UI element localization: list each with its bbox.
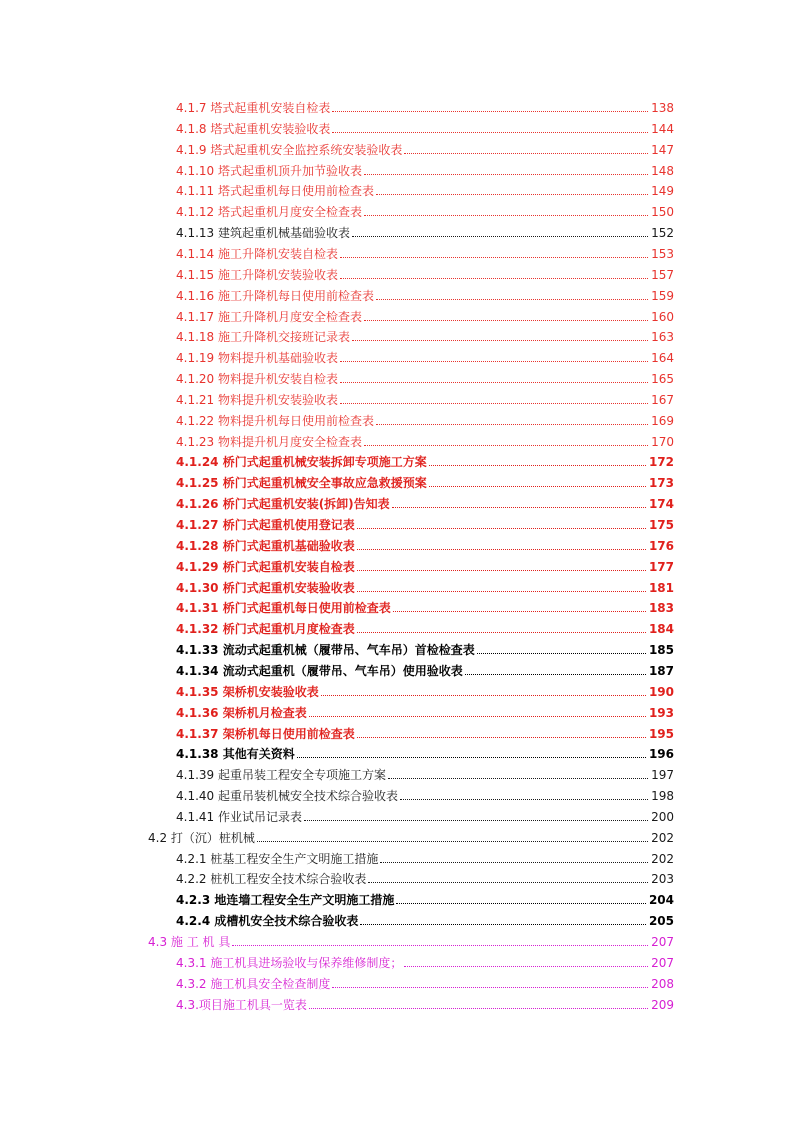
toc-entry[interactable] — [176, 367, 674, 387]
toc-entry-title: 4.1.24 桥门式起重机械安装拆卸专项施工方案 — [176, 455, 427, 470]
toc-entry-title: 4.1.19 物料提升机基础验收表 — [176, 351, 338, 366]
toc-leader-dots — [404, 965, 648, 967]
toc-leader-dots — [376, 193, 648, 195]
toc-entry[interactable] — [176, 200, 674, 220]
toc-entry-page-number: 200 — [651, 809, 674, 824]
toc-leader-dots — [332, 110, 648, 112]
toc-entry-page-number: 197 — [651, 768, 674, 783]
toc-entry[interactable] — [176, 179, 674, 199]
toc-leader-dots — [340, 256, 648, 258]
toc-leader-dots — [321, 694, 646, 696]
toc-entry-page-number: 205 — [648, 914, 674, 929]
toc-entry-title: 4.1.39 起重吊装工程安全专项施工方案 — [176, 768, 386, 783]
toc-entry[interactable] — [176, 325, 674, 345]
toc-entry-title: 4.3.项目施工机具一览表 — [176, 997, 307, 1012]
toc-entry[interactable] — [176, 263, 674, 283]
toc-entry-page-number: 195 — [648, 726, 674, 741]
toc-entry-page-number: 144 — [651, 121, 674, 136]
toc-entry[interactable] — [176, 763, 674, 783]
toc-entry-title: 4.1.31 桥门式起重机每日使用前检查表 — [176, 601, 391, 616]
toc-entry-title: 4.2.1 桩基工程安全生产文明施工措施 — [176, 851, 379, 866]
toc-entry[interactable] — [176, 430, 674, 450]
toc-entry-page-number: 209 — [651, 997, 674, 1012]
toc-entry[interactable] — [176, 701, 674, 721]
toc-entry[interactable] — [176, 784, 674, 804]
toc-leader-dots — [352, 235, 648, 237]
toc-leader-dots — [368, 881, 648, 883]
toc-leader-dots — [304, 819, 648, 821]
toc-entry[interactable] — [176, 805, 674, 825]
toc-entry-title: 4.2.3 地连墙工程安全生产文明施工措施 — [176, 893, 395, 908]
toc-leader-dots — [360, 923, 646, 925]
toc-entry-page-number: 196 — [648, 747, 674, 762]
toc-entry[interactable] — [176, 972, 674, 992]
toc-leader-dots — [357, 527, 646, 529]
toc-entry-page-number: 172 — [648, 455, 674, 470]
toc-leader-dots — [400, 798, 648, 800]
toc-entry-title: 4.1.30 桥门式起重机安装验收表 — [176, 580, 355, 595]
toc-leader-dots — [429, 485, 646, 487]
toc-entry-title: 4.1.7 塔式起重机安装自检表 — [176, 101, 331, 115]
toc-entry-page-number: 204 — [648, 893, 674, 908]
toc-entry-page-number: 184 — [648, 622, 674, 637]
toc-leader-dots — [404, 152, 648, 154]
toc-entry[interactable] — [176, 951, 674, 971]
toc-entry-title: 4.3 施 工 机 具 — [148, 935, 231, 949]
toc-leader-dots — [376, 423, 648, 425]
toc-entry[interactable] — [176, 305, 674, 325]
toc-entry-title: 4.1.8 塔式起重机安装验收表 — [176, 121, 331, 136]
toc-entry[interactable] — [148, 930, 674, 950]
toc-entry-page-number: 147 — [651, 142, 674, 157]
toc-entry-title: 4.1.34 流动式起重机（履带吊、气车吊）使用验收表 — [176, 663, 463, 678]
toc-entry-page-number: 203 — [651, 872, 674, 887]
toc-entry-title: 4.1.13 建筑起重机械基础验收表 — [176, 226, 350, 241]
toc-entry[interactable] — [176, 742, 674, 762]
toc-entry-page-number: 163 — [651, 330, 674, 345]
toc-entry-page-number: 177 — [648, 559, 674, 574]
toc-entry[interactable] — [176, 471, 674, 491]
toc-leader-dots — [388, 777, 648, 779]
toc-entry-page-number: 202 — [651, 851, 674, 866]
toc-entry-title: 4.1.11 塔式起重机每日使用前检查表 — [176, 184, 374, 199]
toc-entry-title: 4.1.36 架桥机月检查表 — [176, 705, 307, 720]
toc-entry-page-number: 159 — [651, 288, 674, 303]
toc-leader-dots — [429, 464, 646, 466]
toc-leader-dots — [477, 652, 646, 654]
toc-entry-page-number: 183 — [648, 601, 674, 616]
toc-entry-page-number: 207 — [651, 955, 674, 970]
toc-entry-page-number: 150 — [651, 205, 674, 220]
toc-entry-page-number: 202 — [651, 830, 674, 845]
toc-entry-page-number: 149 — [651, 184, 674, 199]
toc-leader-dots — [340, 277, 648, 279]
toc-leader-dots — [357, 548, 646, 550]
toc-entry[interactable] — [176, 96, 674, 116]
toc-leader-dots — [357, 590, 646, 592]
toc-entry-title: 4.1.26 桥门式起重机安装(拆卸)告知表 — [176, 497, 390, 512]
toc-entry-title: 4.1.27 桥门式起重机使用登记表 — [176, 518, 355, 532]
toc-entry-page-number: 138 — [651, 101, 674, 115]
toc-entry-page-number: 185 — [648, 643, 674, 658]
toc-entry-title: 4.2 打（沉）桩机械 — [148, 830, 255, 845]
toc-entry-page-number: 157 — [651, 267, 674, 282]
toc-entry-page-number: 148 — [651, 163, 674, 178]
toc-leader-dots — [340, 402, 648, 404]
toc-entry[interactable] — [176, 534, 674, 554]
toc-entry[interactable] — [176, 680, 674, 700]
toc-leader-dots — [309, 1007, 648, 1009]
toc-entry[interactable] — [176, 450, 674, 470]
toc-entry-title: 4.1.22 物料提升机每日使用前检查表 — [176, 413, 374, 428]
toc-entry-page-number: 174 — [648, 497, 674, 512]
toc-entry-title: 4.1.25 桥门式起重机械安全事故应急救援预案 — [176, 476, 427, 491]
toc-entry-page-number: 176 — [648, 538, 674, 553]
toc-entry-title: 4.1.40 起重吊装机械安全技术综合验收表 — [176, 789, 398, 804]
toc-entry-title: 4.2.2 桩机工程安全技术综合验收表 — [176, 872, 367, 887]
toc-entry[interactable] — [148, 826, 674, 846]
toc-entry-page-number: 152 — [651, 226, 674, 241]
toc-entry[interactable] — [176, 576, 674, 596]
toc-entry[interactable] — [176, 346, 674, 366]
toc-leader-dots — [332, 986, 648, 988]
toc-entry-title: 4.1.23 物料提升机月度安全检查表 — [176, 434, 362, 449]
toc-entry-page-number: 167 — [651, 392, 674, 407]
toc-leader-dots — [257, 840, 648, 842]
toc-entry-page-number: 170 — [651, 434, 674, 449]
toc-leader-dots — [393, 610, 646, 612]
toc-entry[interactable] — [176, 867, 674, 887]
toc-entry[interactable] — [176, 388, 674, 408]
toc-leader-dots — [332, 131, 648, 133]
toc-entry-page-number: 207 — [651, 935, 674, 949]
toc-entry[interactable] — [176, 638, 674, 658]
toc-entry-title: 4.1.33 流动式起重机械（履带吊、气车吊）首检检查表 — [176, 643, 475, 658]
toc-entry[interactable] — [176, 221, 674, 241]
toc-leader-dots — [357, 569, 646, 571]
toc-entry-page-number: 190 — [648, 684, 674, 699]
toc-entry[interactable] — [176, 409, 674, 429]
toc-entry-title: 4.1.12 塔式起重机月度安全检查表 — [176, 205, 362, 220]
toc-leader-dots — [232, 944, 648, 946]
toc-entry-title: 4.1.21 物料提升机安装验收表 — [176, 392, 338, 407]
toc-entry[interactable] — [176, 492, 674, 512]
toc-entry-title: 4.3.1 施工机具进场验收与保养维修制度； — [176, 955, 403, 970]
toc-entry-title: 4.1.32 桥门式起重机月度检查表 — [176, 622, 355, 637]
toc-entry[interactable] — [176, 513, 674, 533]
toc-entry[interactable] — [176, 284, 674, 304]
toc-leader-dots — [376, 298, 648, 300]
toc-entry-page-number: 187 — [648, 663, 674, 678]
toc-entry-page-number: 193 — [648, 705, 674, 720]
toc-entry-title: 4.1.16 施工升降机每日使用前检查表 — [176, 288, 374, 303]
toc-leader-dots — [297, 756, 646, 758]
toc-entry-title: 4.1.14 施工升降机安装自检表 — [176, 246, 338, 261]
toc-entry-title: 4.1.28 桥门式起重机基础验收表 — [176, 538, 355, 553]
toc-entry-title: 4.2.4 成槽机安全技术综合验收表 — [176, 914, 359, 929]
toc-entry-title: 4.1.35 架桥机安装验收表 — [176, 684, 319, 699]
toc-entry-page-number: 160 — [651, 309, 674, 324]
toc-entry-title: 4.1.9 塔式起重机安全监控系统安装验收表 — [176, 142, 403, 157]
toc-entry[interactable] — [176, 847, 674, 867]
toc-entry-page-number: 165 — [651, 372, 674, 387]
toc-leader-dots — [364, 444, 648, 446]
toc-entry[interactable] — [176, 993, 674, 1013]
toc-leader-dots — [380, 861, 648, 863]
toc-entry-page-number: 169 — [651, 413, 674, 428]
toc-entry[interactable] — [176, 159, 674, 179]
toc-entry-page-number: 175 — [648, 518, 674, 532]
toc-entry-title: 4.1.38 其他有关资料 — [176, 747, 295, 762]
toc-entry-page-number: 173 — [648, 476, 674, 491]
toc-leader-dots — [465, 673, 646, 675]
toc-entry-page-number: 198 — [651, 789, 674, 804]
toc-entry[interactable] — [176, 596, 674, 616]
toc-leader-dots — [352, 339, 648, 341]
toc-entry-page-number: 208 — [651, 976, 674, 991]
toc-leader-dots — [309, 715, 646, 717]
toc-entry-title: 4.3.2 施工机具安全检查制度 — [176, 976, 331, 991]
toc-entry-title: 4.1.41 作业试吊记录表 — [176, 809, 302, 824]
toc-leader-dots — [364, 214, 648, 216]
toc-leader-dots — [340, 381, 648, 383]
toc-leader-dots — [357, 736, 646, 738]
toc-entry-title: 4.1.29 桥门式起重机安装自检表 — [176, 559, 355, 574]
toc-entry-page-number: 181 — [648, 580, 674, 595]
toc-entry-page-number: 153 — [651, 246, 674, 261]
toc-entry[interactable] — [176, 659, 674, 679]
toc-entry[interactable] — [176, 909, 674, 929]
toc-entry-title: 4.1.37 架桥机每日使用前检查表 — [176, 726, 355, 741]
toc-leader-dots — [396, 902, 646, 904]
toc-leader-dots — [340, 360, 648, 362]
toc-entry-title: 4.1.15 施工升降机安装验收表 — [176, 267, 338, 282]
toc-entry-title: 4.1.10 塔式起重机顶升加节验收表 — [176, 163, 362, 178]
toc-leader-dots — [392, 506, 646, 508]
toc-entry-title: 4.1.17 施工升降机月度安全检查表 — [176, 309, 362, 324]
toc-entry[interactable] — [176, 138, 674, 158]
toc-entry[interactable] — [176, 242, 674, 262]
toc-entry[interactable] — [176, 722, 674, 742]
toc-entry-title: 4.1.20 物料提升机安装自检表 — [176, 372, 338, 387]
toc-entry[interactable] — [176, 117, 674, 137]
toc-leader-dots — [364, 319, 648, 321]
toc-entry-page-number: 164 — [651, 351, 674, 366]
toc-leader-dots — [357, 631, 646, 633]
toc-entry[interactable] — [176, 555, 674, 575]
toc-entry-title: 4.1.18 施工升降机交接班记录表 — [176, 330, 350, 345]
toc-entry[interactable] — [176, 617, 674, 637]
toc-entry[interactable] — [176, 888, 674, 908]
toc-leader-dots — [364, 173, 648, 175]
